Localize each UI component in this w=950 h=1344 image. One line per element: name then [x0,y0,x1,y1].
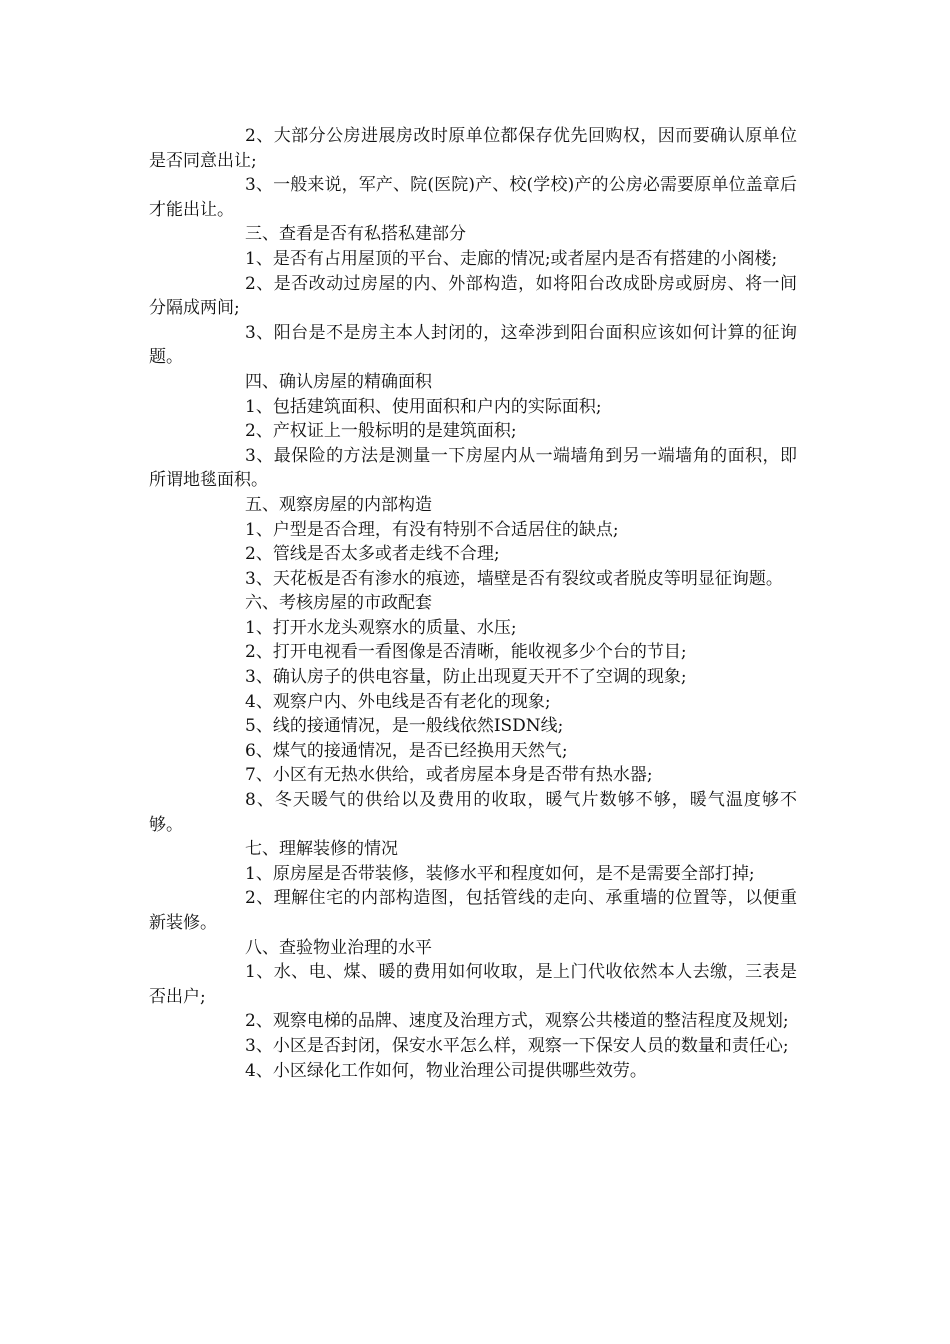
section-heading: 四、确认房屋的精确面积 [245,371,432,392]
section-heading: 八、查验物业治理的水平 [245,937,432,958]
paragraph: 1、包括建筑面积、使用面积和户内的实际面积; [245,396,602,417]
paragraph: 3、确认房子的供电容量，防止出现夏天开不了空调的现象; [245,667,687,688]
document-body [149,124,797,1083]
section-heading: 五、观察房屋的内部构造 [245,494,432,515]
paragraph: 1、户型是否合理，有没有特别不合适居住的缺点; [245,519,619,540]
paragraph: 6、煤气的接通情况，是否已经换用天然气; [245,740,568,761]
paragraph: 2、大部分公房进展房改时原单位都保存优先回购权，因而要确认原单位是否同意出让; [149,126,797,171]
paragraph: 7、小区有无热水供给，或者房屋本身是否带有热水器; [245,765,653,786]
paragraph: 3、最保险的方法是测量一下房屋内从一端墙角到另一端墙角的面积，即所谓地毯面积。 [149,445,797,491]
paragraph: 1、是否有占用屋顶的平台、走廊的情况;或者屋内是否有搭建的小阁楼; [245,248,778,269]
paragraph: 5、线的接通情况，是一般线依然ISDN线; [245,716,564,737]
paragraph: 2、观察电梯的品牌、速度及治理方式，观察公共楼道的整洁程度及规划; [245,1011,789,1032]
paragraph: 8、冬天暖气的供给以及费用的收取，暖气片数够不够，暖气温度够不够。 [149,790,797,835]
paragraph: 3、一般来说，军产、院(医院)产、校(学校)产的公房必需要原单位盖章后才能出让。 [149,175,797,220]
paragraph: 3、阳台是不是房主本人封闭的，这牵涉到阳台面积应该如何计算的征询题。 [149,322,797,368]
section-heading: 三、查看是否有私搭私建部分 [245,224,466,245]
paragraph: 2、是否改动过房屋的内、外部构造，如将阳台改成卧房或厨房、将一间分隔成两间; [149,273,797,319]
paragraph: 3、小区是否封闭，保安水平怎么样，观察一下保安人员的数量和责任心; [245,1035,789,1056]
paragraph: 4、观察户内、外电线是否有老化的现象; [245,691,551,712]
paragraph: 2、打开电视看一看图像是否清晰，能收视多少个台的节目; [245,642,687,663]
paragraph: 1、打开水龙头观察水的质量、水压; [245,617,517,638]
paragraph: 4、小区绿化工作如何，物业治理公司提供哪些效劳。 [245,1060,647,1081]
paragraph: 1、水、电、煤、暖的费用如何收取，是上门代收依然本人去缴，三表是否出户; [149,962,797,1007]
section-heading: 七、理解装修的情况 [245,839,398,860]
paragraph: 1、原房屋是否带装修，装修水平和程度如何，是不是需要全部打掉; [245,863,755,884]
paragraph: 2、理解住宅的内部构造图，包括管线的走向、承重墙的位置等，以便重新装修。 [149,888,797,933]
section-heading: 六、考核房屋的市政配套 [245,593,432,614]
paragraph: 2、产权证上一般标明的是建筑面积; [245,421,517,442]
paragraph: 2、管线是否太多或者走线不合理; [245,544,500,565]
paragraph: 3、天花板是否有渗水的痕迹，墙壁是否有裂纹或者脱皮等明显征询题。 [245,568,783,589]
